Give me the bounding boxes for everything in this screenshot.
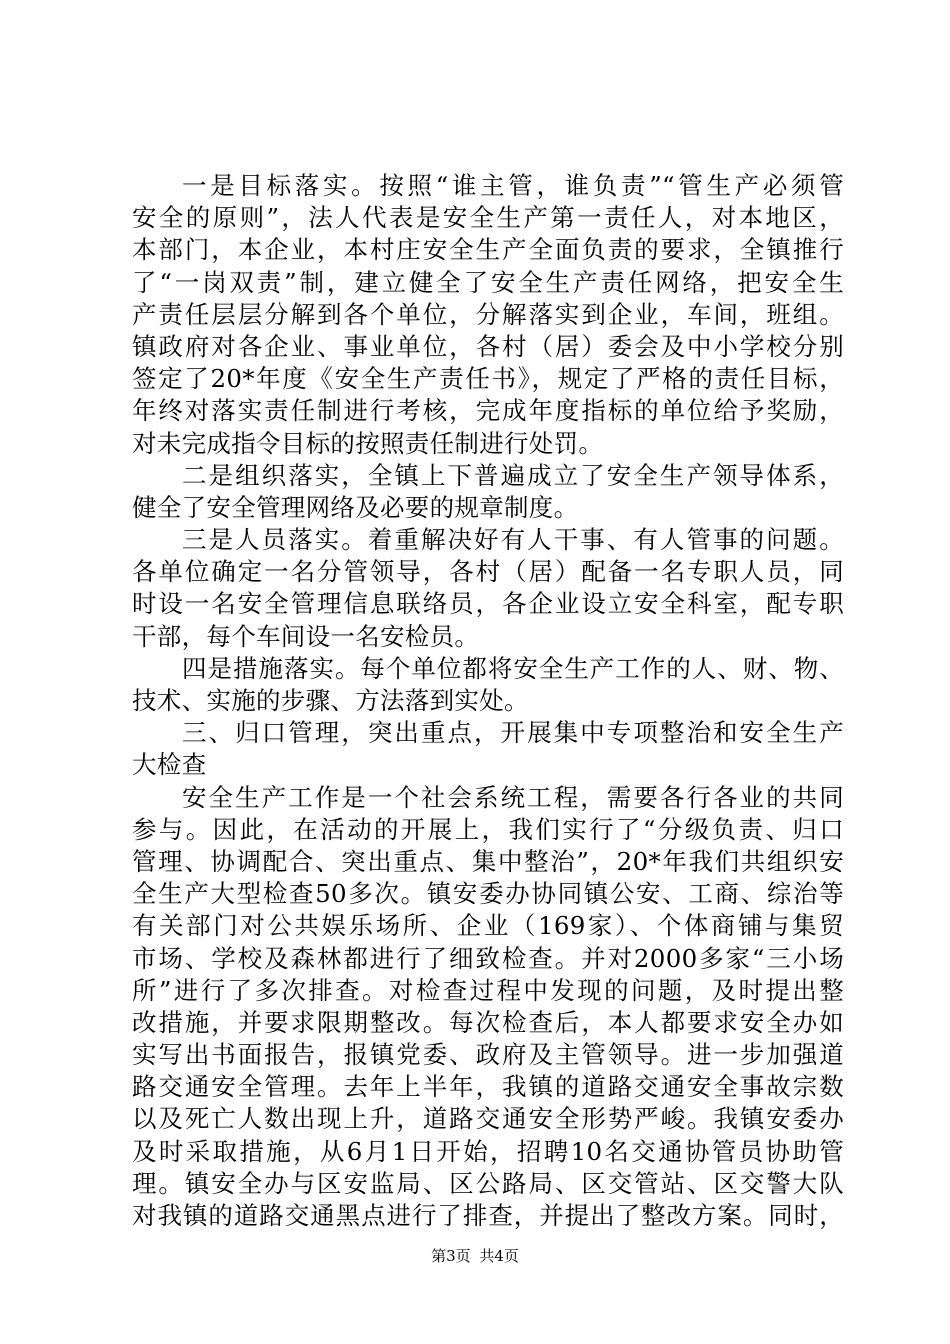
page-footer bbox=[0, 1246, 950, 1266]
text-line: 了“一岗双责”制，建立健全了安全生产责任网络，把安全生 bbox=[132, 267, 844, 297]
text-line: 全生产大型检查50多次。镇安委办协同镇公安、工商、综治等 bbox=[132, 879, 844, 909]
text-line: 时设一名安全管理信息联络员，各企业设立安全科室，配专职 bbox=[132, 589, 844, 619]
text-line: 产责任层层分解到各个单位，分解落实到企业，车间，班组。 bbox=[132, 299, 844, 329]
text-line: 参与。因此，在活动的开展上，我们实行了“分级负责、归口 bbox=[132, 814, 844, 844]
text-line: 实写出书面报告，报镇党委、政府及主管领导。进一步加强道 bbox=[132, 1040, 844, 1070]
paragraph-organization-implementation bbox=[132, 460, 844, 524]
text-line: 安全的原则”，法人代表是安全生产第一责任人，对本地区， bbox=[132, 203, 844, 233]
page-number: 第3页 bbox=[431, 1247, 471, 1265]
text-line: 四是措施落实。每个单位都将安全生产工作的人、财、物、 bbox=[182, 653, 844, 683]
text-line: 签定了20*年度《安全生产责任书》，规定了严格的责任目标， bbox=[132, 364, 844, 394]
text-line: 改措施，并要求限期整改。每次检查后，本人都要求安全办如 bbox=[132, 1007, 844, 1037]
text-line: 一是目标落实。按照“谁主管，谁负责”“管生产必须管 bbox=[182, 171, 844, 200]
text-line: 本部门，本企业，本村庄安全生产全面负责的要求，全镇推行 bbox=[132, 235, 844, 265]
document-body bbox=[132, 170, 844, 1232]
text-line: 干部，每个车间设一名安检员。 bbox=[132, 621, 480, 651]
text-line: 路交通安全管理。去年上半年，我镇的道路交通安全事故宗数 bbox=[132, 1072, 844, 1102]
text-line: 理。镇安全办与区安监局、区公路局、区交管站、区交警大队 bbox=[132, 1168, 844, 1198]
text-line: 二是组织落实，全镇上下普遍成立了安全生产领导体系， bbox=[182, 460, 844, 490]
text-line: 对未完成指令目标的按照责任制进行处罚。 bbox=[132, 428, 604, 458]
paragraph-goal-implementation bbox=[132, 170, 844, 460]
text-line: 对我镇的道路交通黑点进行了排查，并提出了整改方案。同时， bbox=[132, 1201, 844, 1230]
paragraph-personnel-implementation bbox=[132, 524, 844, 653]
text-line: 各单位确定一名分管领导，各村（居）配备一名专职人员，同 bbox=[132, 557, 844, 587]
text-line: 市场、学校及森林都进行了细致检查。并对2000多家“三小场 bbox=[132, 943, 844, 973]
text-line: 三是人员落实。着重解决好有人干事、有人管事的问题。 bbox=[182, 525, 844, 555]
paragraph-inspection bbox=[132, 782, 844, 1233]
text-line: 技术、实施的步骤、方法落到实处。 bbox=[132, 686, 529, 715]
text-line: 年终对落实责任制进行考核，完成年度指标的单位给予奖励， bbox=[132, 396, 844, 426]
text-line: 有关部门对公共娱乐场所、企业（169家）、个体商铺与集贸 bbox=[132, 911, 844, 941]
page-total: 共4页 bbox=[479, 1247, 519, 1265]
text-line: 三、归口管理，突出重点，开展集中专项整治和安全生产 bbox=[182, 718, 844, 748]
text-line: 大检查 bbox=[132, 750, 207, 780]
paragraph-measures-implementation bbox=[132, 653, 844, 717]
text-line: 以及死亡人数出现上升，道路交通安全形势严峻。我镇安委办 bbox=[132, 1104, 844, 1134]
text-line: 安全生产工作是一个社会系统工程，需要各行各业的共同 bbox=[182, 782, 844, 812]
text-line: 管理、协调配合、突出重点、集中整治”，20*年我们共组织安 bbox=[132, 846, 844, 876]
text-line: 所”进行了多次排查。对检查过程中发现的问题，及时提出整 bbox=[132, 975, 844, 1005]
text-line: 健全了安全管理网络及必要的规章制度。 bbox=[132, 492, 579, 522]
section-heading-three bbox=[132, 717, 844, 781]
text-line: 镇政府对各企业、事业单位，各村（居）委会及中小学校分别 bbox=[132, 331, 844, 361]
text-line: 及时采取措施，从6月1日开始，招聘10名交通协管员协助管 bbox=[132, 1136, 844, 1166]
